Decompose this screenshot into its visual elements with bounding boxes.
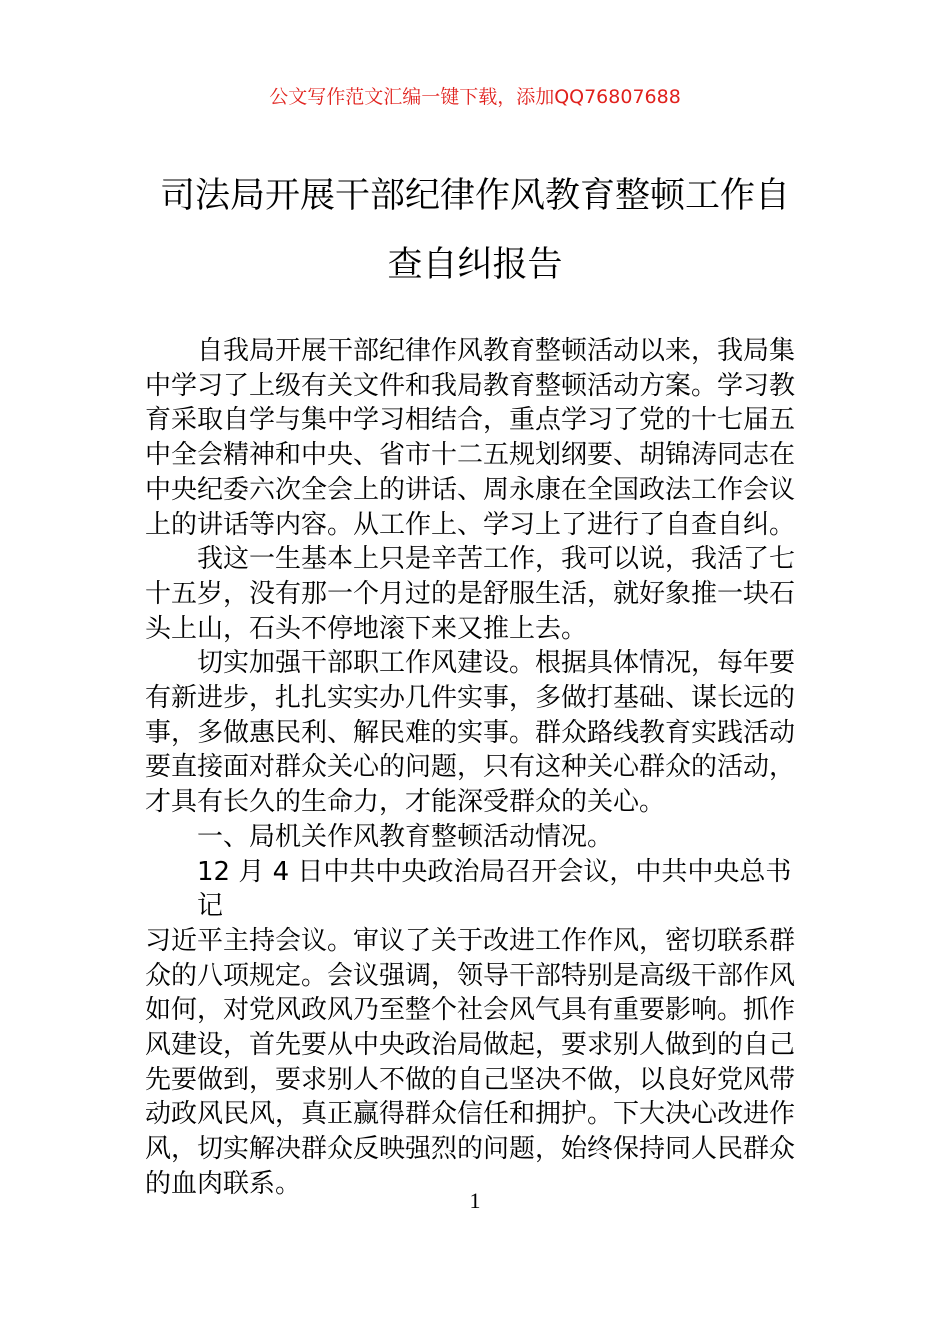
- paragraph: [145, 820, 810, 855]
- promo-header: 公文写作范文汇编一键下载，添加QQ76807688: [269, 86, 681, 108]
- document-body: [145, 334, 810, 1202]
- paragraph-line: 一、局机关作风教育整顿活动情况。: [197, 821, 614, 852]
- paragraph-line: 自我局开展干部纪律作风教育整顿活动以来，我局集: [197, 336, 796, 366]
- paragraph-line: 风建设，首先要从中央政治局做起，要求别人做到的自己: [145, 1030, 796, 1061]
- paragraph-line: 动政风民风，真正赢得群众信任和拥护。下大决心改进作: [145, 1099, 796, 1130]
- paragraph-line: 育采取自学与集中学习相结合，重点学习了党的十七届五: [145, 405, 796, 436]
- paragraph-line: 中央纪委六次全会上的讲话、周永康在全国政法工作会议: [145, 474, 796, 505]
- paragraph-line: 才具有长久的生命力，才能深受群众的关心。: [145, 787, 666, 818]
- paragraph-line: 上的讲话等内容。从工作上、学习上了进行了自查自纠。: [145, 509, 796, 540]
- page-number: 1: [469, 1188, 481, 1213]
- document-title-line-2: 查自纠报告: [387, 245, 563, 285]
- paragraph-line: 习近平主持会议。审议了关于改进工作作风，密切联系群: [145, 925, 796, 956]
- paragraph-line: 中全会精神和中央、省市十二五规划纲要、胡锦涛同志在: [145, 440, 796, 471]
- paragraph-line: 风，切实解决群众反映强烈的问题，始终保持同人民群众: [145, 1134, 796, 1165]
- paragraph-line: 要直接面对群众关心的问题，只有这种关心群众的活动，: [145, 752, 796, 783]
- paragraph-line: 我这一生基本上只是辛苦工作，我可以说，我活了七: [197, 544, 796, 575]
- paragraph-line: 有新进步，扎扎实实办几件实事，多做打基础、谋长远的: [145, 683, 796, 714]
- paragraph-line: 如何，对党风政风乃至整个社会风气具有重要影响。抓作: [145, 995, 796, 1026]
- paragraph: [145, 855, 810, 1202]
- paragraph-line: 先要做到，要求别人不做的自己坚决不做，以良好党风带: [145, 1064, 796, 1095]
- document-title-line-1: 司法局开展干部纪律作风教育整顿工作自: [159, 176, 790, 216]
- paragraph-line: 的血肉联系。: [145, 1168, 302, 1199]
- paragraph-line: 中学习了上级有关文件和我局教育整顿活动方案。学习教: [145, 370, 796, 401]
- paragraph-line: 十五岁，没有那一个月过的是舒服生活，就好象推一块石: [145, 578, 796, 609]
- paragraph-line: 12 月 4 日中共中央政治局召开会议，中共中央总书记: [197, 856, 792, 922]
- paragraph: [145, 646, 810, 820]
- paragraph-line: 众的八项规定。会议强调，领导干部特别是高级干部作风: [145, 960, 796, 991]
- paragraph-line: 头上山，石头不停地滚下来又推上去。: [145, 613, 588, 644]
- paragraph: [145, 542, 810, 646]
- paragraph-line: 切实加强干部职工作风建设。根据具体情况，每年要: [197, 648, 796, 679]
- paragraph-line: 事，多做惠民利、解民难的实事。群众路线教育实践活动: [145, 717, 796, 748]
- paragraph: [145, 334, 810, 542]
